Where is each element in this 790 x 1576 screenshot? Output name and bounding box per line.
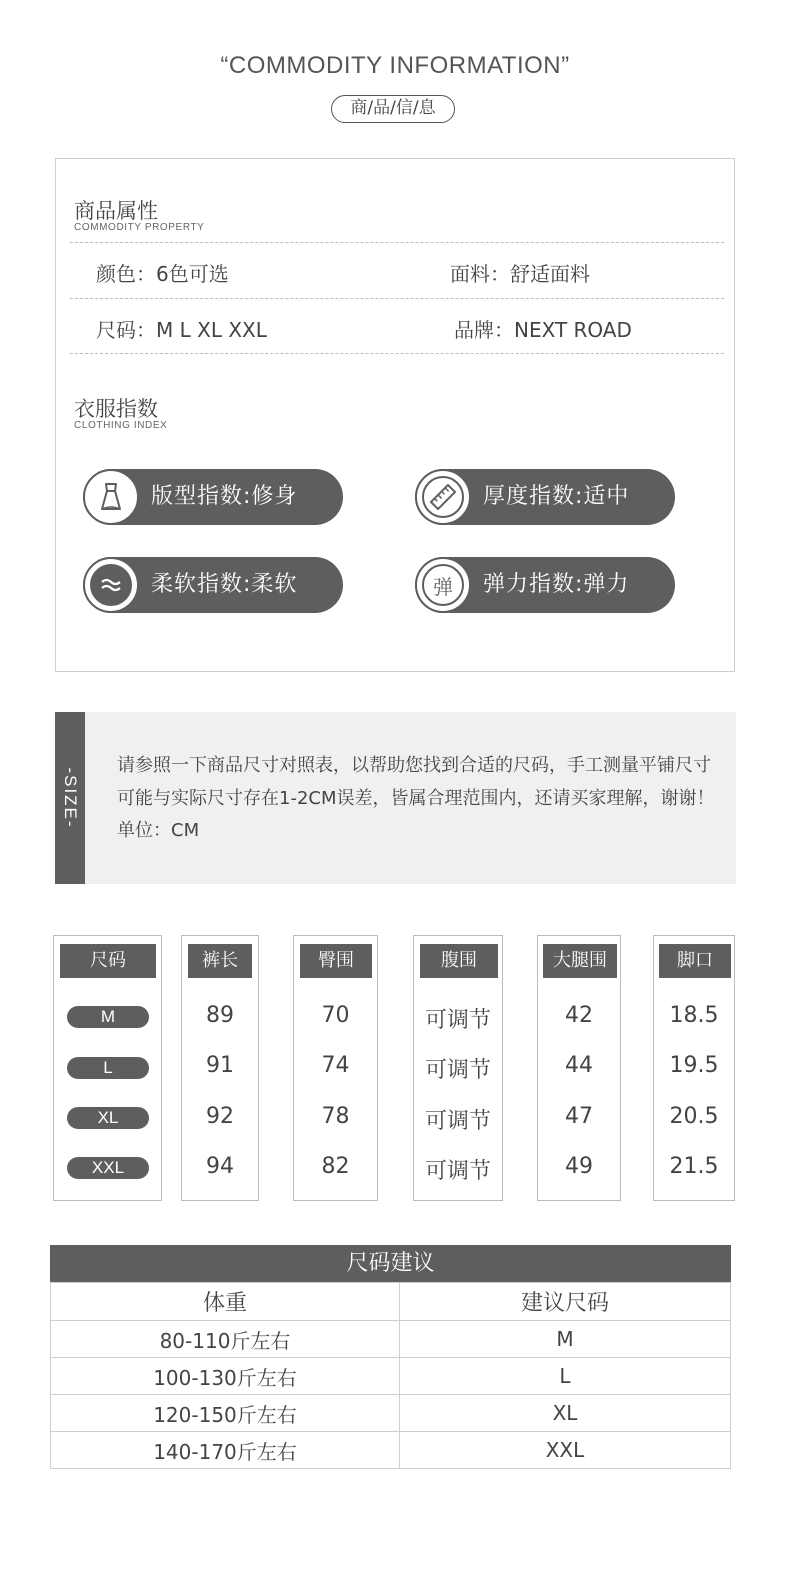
table-cell: 19.5 xyxy=(669,1053,719,1078)
clothing-index-subtitle: CLOTHING INDEX xyxy=(74,420,168,431)
table-cell: 42 xyxy=(565,1003,593,1028)
size-pill: L xyxy=(67,1057,149,1079)
size-pill: XL xyxy=(67,1107,149,1129)
size-chart-column-thigh xyxy=(537,935,621,1201)
clothing-index-title: 衣服指数 xyxy=(74,397,158,421)
column-header: 臀围 xyxy=(300,944,372,978)
table-row xyxy=(51,1321,731,1358)
size-cell: XL xyxy=(400,1395,731,1432)
property-brand: 品牌：NEXT ROAD xyxy=(454,318,632,342)
index-pill-elasticity xyxy=(415,557,675,613)
size-note-panel xyxy=(55,712,736,884)
column-header: 腹围 xyxy=(420,944,498,978)
table-cell: 可调节 xyxy=(424,1159,491,1184)
column-header: 大腿围 xyxy=(543,944,617,978)
index-pill-thickness xyxy=(415,469,675,525)
size-side-bar xyxy=(55,712,85,884)
column-header: 裤长 xyxy=(188,944,252,978)
table-row xyxy=(51,1358,731,1395)
ruler-icon xyxy=(415,469,471,525)
table-cell: 21.5 xyxy=(669,1154,719,1179)
size-side-label: -SIZE- xyxy=(61,767,80,829)
column-header: 脚口 xyxy=(659,944,731,978)
weight-cell: 100-130斤左右 xyxy=(51,1358,400,1395)
index-pill-fit xyxy=(83,469,343,525)
index-label: 柔软指数:柔软 xyxy=(151,572,298,597)
index-pill-softness xyxy=(83,557,343,613)
table-cell: 92 xyxy=(206,1104,234,1129)
table-cell: 78 xyxy=(321,1104,350,1129)
table-cell: 20.5 xyxy=(669,1104,719,1129)
property-size: 尺码：M L XL XXL xyxy=(96,318,267,342)
table-cell: 91 xyxy=(206,1053,234,1078)
size-chart-column-hem xyxy=(653,935,735,1201)
property-color: 颜色：6色可选 xyxy=(96,262,229,286)
table-cell: 82 xyxy=(321,1154,350,1179)
table-cell: 18.5 xyxy=(669,1003,719,1028)
recommendation-table xyxy=(50,1282,731,1469)
column-header: 体重 xyxy=(51,1283,400,1321)
page-title-cn-badge: 商/品/信/息 xyxy=(331,95,455,123)
property-subtitle: COMMODITY PROPERTY xyxy=(74,222,205,233)
dress-icon xyxy=(83,469,139,525)
column-header: 建议尺码 xyxy=(400,1283,731,1321)
table-cell: 74 xyxy=(321,1053,350,1078)
table-row xyxy=(51,1395,731,1432)
weight-cell: 120-150斤左右 xyxy=(51,1395,400,1432)
size-cell: XXL xyxy=(400,1432,731,1469)
table-cell: 89 xyxy=(206,1003,234,1028)
index-label: 版型指数:修身 xyxy=(151,484,298,509)
table-cell: 70 xyxy=(321,1003,350,1028)
size-chart-column-hip xyxy=(293,935,378,1201)
table-cell: 可调节 xyxy=(424,1058,491,1083)
table-header-row xyxy=(51,1283,731,1321)
divider xyxy=(70,242,724,243)
weight-cell: 140-170斤左右 xyxy=(51,1432,400,1469)
weight-cell: 80-110斤左右 xyxy=(51,1321,400,1358)
wave-icon xyxy=(83,557,139,613)
elastic-icon: 弹 xyxy=(415,557,471,613)
size-pill: M xyxy=(67,1006,149,1028)
table-cell: 可调节 xyxy=(424,1109,491,1134)
property-fabric: 面料：舒适面料 xyxy=(450,262,590,286)
commodity-info-panel xyxy=(55,158,735,672)
recommendation-title: 尺码建议 xyxy=(50,1245,731,1282)
table-cell: 49 xyxy=(565,1154,593,1179)
divider xyxy=(70,353,724,354)
size-pill: XXL xyxy=(67,1157,149,1179)
size-cell: M xyxy=(400,1321,731,1358)
size-recommendation xyxy=(50,1245,731,1469)
size-chart-column-length xyxy=(181,935,259,1201)
page-title-en: “COMMODITY INFORMATION” xyxy=(220,52,570,79)
size-chart-column-waist xyxy=(413,935,503,1201)
size-cell: L xyxy=(400,1358,731,1395)
property-title: 商品属性 xyxy=(74,199,158,223)
table-cell: 可调节 xyxy=(424,1008,491,1033)
table-cell: 47 xyxy=(565,1104,593,1129)
table-cell: 94 xyxy=(206,1154,234,1179)
size-chart-column-size xyxy=(53,935,162,1201)
table-cell: 44 xyxy=(565,1053,593,1078)
column-header: 尺码 xyxy=(60,944,156,978)
table-row xyxy=(51,1432,731,1469)
index-label: 厚度指数:适中 xyxy=(483,484,630,509)
size-note-text: 请参照一下商品尺寸对照表，以帮助您找到合适的尺码，手工测量平铺尺寸可能与实际尺寸存在1-2CM误差，皆属合理范围内，还请买家理解，谢谢！单位：CM xyxy=(117,755,715,841)
index-label: 弹力指数:弹力 xyxy=(483,572,630,597)
divider xyxy=(70,298,724,299)
